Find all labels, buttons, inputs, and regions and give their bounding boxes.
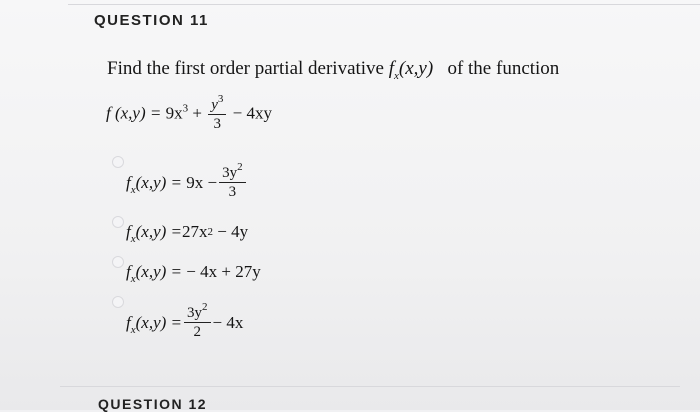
option-a-numerator [219, 161, 246, 182]
option-d-fn-args: (x,y) = [135, 312, 183, 332]
option-a-fn-letter: f [126, 172, 131, 192]
option-d-radio[interactable] [112, 296, 124, 308]
option-c-fn [126, 262, 183, 285]
option-c[interactable] [126, 262, 261, 285]
option-d-denominator: 2 [184, 322, 211, 341]
option-c-fn-args: (x,y) = [135, 262, 183, 281]
function-definition [106, 93, 272, 133]
option-d-num-exp: 2 [202, 301, 208, 313]
option-a-radio[interactable] [112, 156, 124, 168]
question-prompt [107, 58, 559, 80]
bottom-divider [60, 386, 680, 387]
prompt-fn-letter: f [388, 58, 395, 79]
prompt-fn-sub: x [394, 70, 399, 82]
option-a-body: 9x − [186, 172, 218, 192]
option-d-fn-sub: x [130, 323, 136, 336]
numerator-exp: 3 [217, 93, 224, 105]
option-c-body: − 4x + 27y [186, 262, 261, 281]
option-d-fraction [184, 301, 211, 341]
option-c-fn-letter: f [126, 262, 131, 281]
option-d-tail: − 4x [212, 312, 244, 332]
option-c-fn-sub: x [130, 273, 136, 285]
option-b-fn-sub: x [130, 233, 136, 245]
option-a-fn [126, 172, 183, 196]
option-b-fn-args: (x,y) = [135, 222, 183, 241]
option-c-radio[interactable] [112, 256, 124, 268]
option-b-fn-letter: f [126, 222, 131, 241]
option-a-fn-args: (x,y) = [135, 172, 183, 192]
function-lhs: f (x,y) = [106, 103, 162, 123]
option-b-fn [126, 222, 183, 245]
option-d-num-base: 3y [187, 305, 203, 321]
option-a[interactable] [126, 161, 248, 201]
option-b-body: 27x [182, 222, 208, 241]
option-a-denominator: 3 [219, 182, 246, 201]
option-b-radio[interactable] [112, 216, 124, 228]
next-question-header: QUESTION 12 [98, 396, 208, 412]
function-term1-exp: 3 [182, 102, 189, 115]
option-b-tail: − 4y [217, 222, 249, 241]
numerator-base: y [211, 97, 218, 113]
option-d-fn-letter: f [126, 312, 131, 332]
question-header: QUESTION 11 [94, 12, 209, 29]
option-d[interactable] [126, 301, 244, 341]
option-a-num-base: 3y [222, 165, 238, 181]
fraction-numerator [208, 93, 226, 114]
prompt-function [388, 58, 434, 82]
function-term1: 9x [165, 103, 183, 123]
function-fraction [208, 93, 226, 133]
fraction-denominator: 3 [208, 114, 226, 133]
option-a-num-exp: 2 [237, 161, 243, 173]
option-b[interactable]: $f_x(x,y)$ = 27x 2 − 4y [126, 222, 249, 245]
option-d-fn [126, 312, 183, 336]
top-divider [68, 4, 700, 5]
prompt-fn-args: (x,y) [398, 58, 434, 79]
option-d-numerator [184, 301, 211, 322]
prompt-text: Find the first order partial derivative [107, 58, 384, 79]
option-a-fn-sub: x [130, 183, 136, 196]
function-plus: + [192, 103, 202, 123]
function-term3: − 4xy [232, 103, 272, 123]
option-a-fraction [219, 161, 246, 201]
prompt-text-after: of the function [447, 58, 560, 79]
